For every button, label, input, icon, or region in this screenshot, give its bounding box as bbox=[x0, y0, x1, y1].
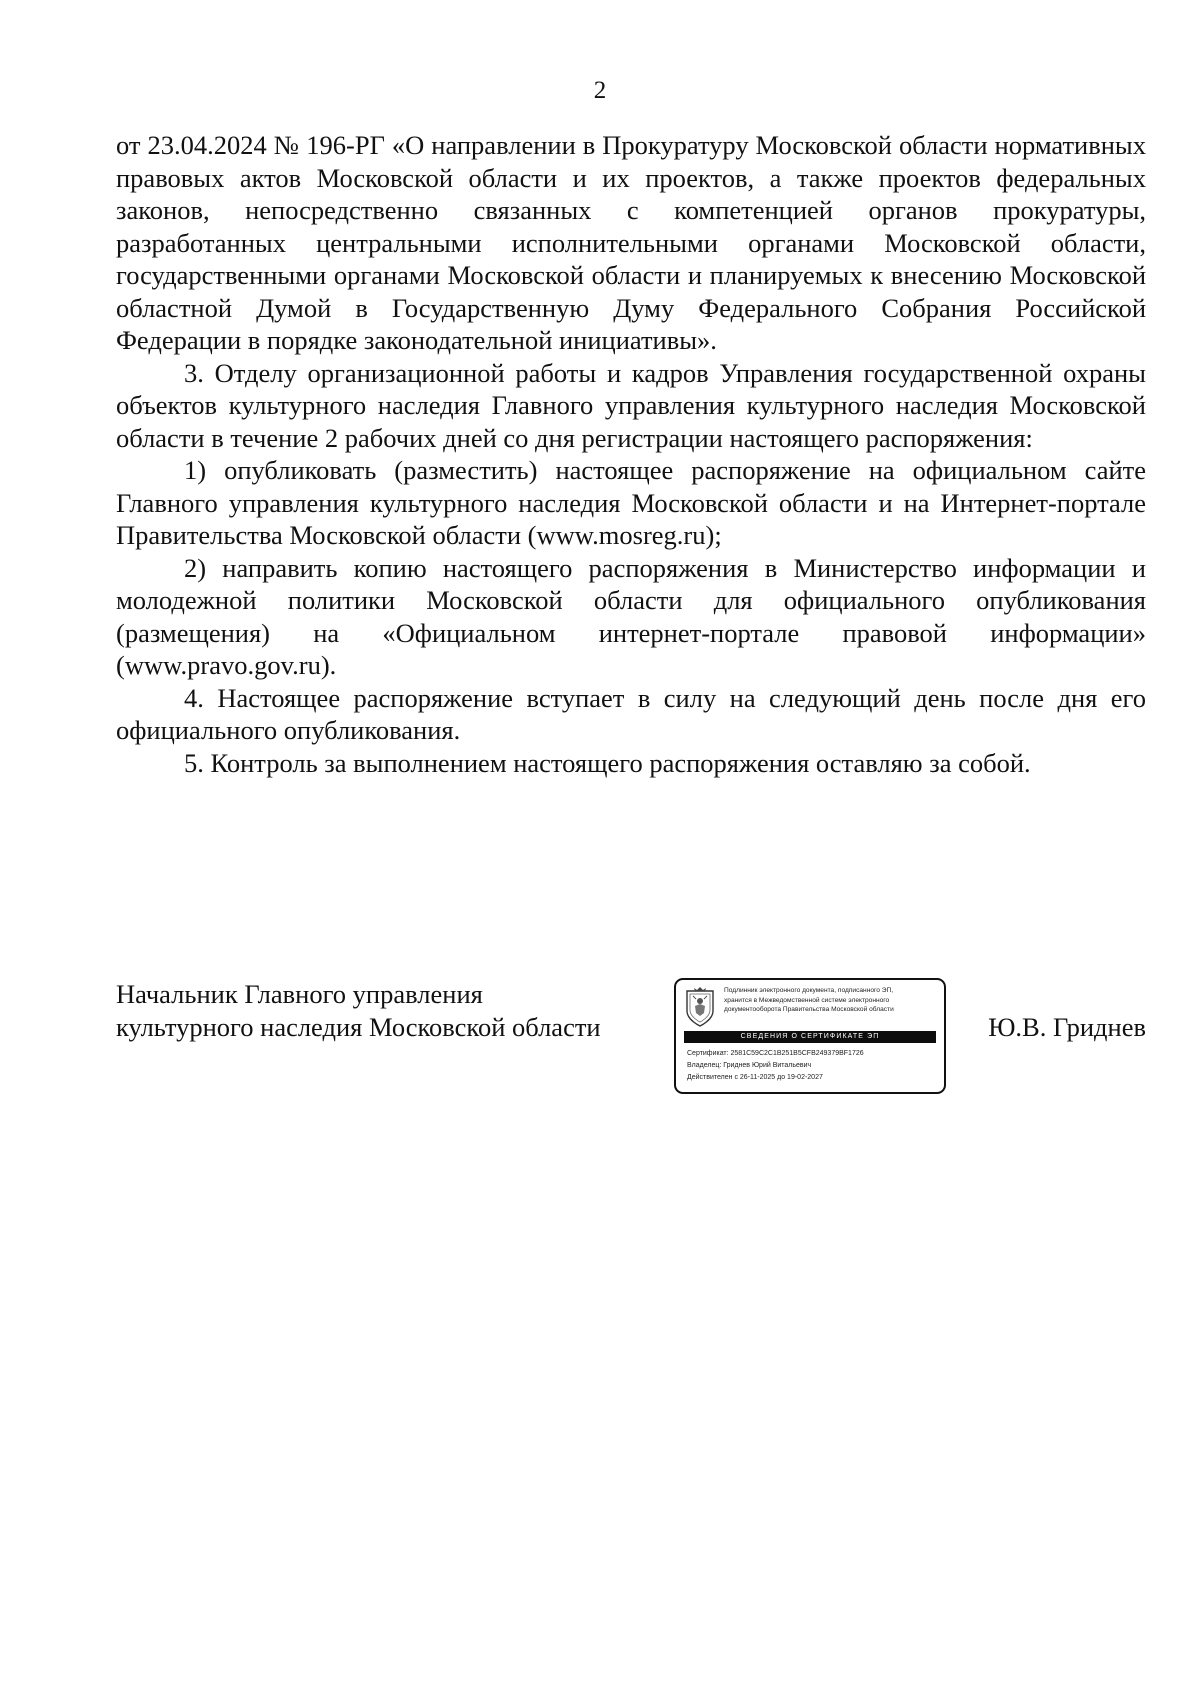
stamp-header: СВЕДЕНИЯ О СЕРТИФИКАТЕ ЭП bbox=[684, 1031, 936, 1043]
stamp-note-line: Подлинник электронного документа, подписанного ЭП, bbox=[724, 987, 894, 994]
stamp-note bbox=[724, 986, 939, 1015]
paragraph-item-5: 5. Контроль за выполнением настоящего распоряжения оставляю за собой. bbox=[184, 747, 1031, 778]
paragraph-item-4: 4. Настоящее распоряжение вступает в силу на следующий день после дня его официального опубликования. bbox=[116, 682, 1146, 745]
stamp-note-line: документооборота Правительства Московской области bbox=[724, 1006, 894, 1014]
stamp-validity: Действителен с 26-11-2025 до 19-02-2027 bbox=[687, 1074, 823, 1081]
paragraph-subitem-2: 2) направить копию настоящего распоряжения в Министерство информации и молодежной политики Московской области для официального опубликования (размещения) на «Официальном интернет-портале правовой информации» (www.pravo.gov.ru). bbox=[116, 552, 1146, 680]
paragraph-subitem-1: 1) опубликовать (разместить) настоящее распоряжение на официальном сайте Главного управления культурного наследия Московской области и на Интернет-портале Правительства Московской области (www.mosreg.ru); bbox=[116, 455, 1146, 550]
stamp-owner: Владелец: Гриднев Юрий Витальевич bbox=[687, 1062, 812, 1069]
stamp-note-line: хранится в Межведомственной системе электронного bbox=[724, 996, 890, 1004]
signer-position-title: Начальник Главного управления культурного наследия Московской области bbox=[116, 979, 601, 1042]
stamp-certificate: Сертификат: 2581C59C2C1B251B5CFB249379BF1726 bbox=[687, 1050, 864, 1057]
page-number: 2 bbox=[593, 77, 607, 104]
stamp-details bbox=[687, 1048, 939, 1084]
signature-block bbox=[116, 978, 1146, 1098]
document-body bbox=[116, 129, 1146, 779]
electronic-signature-stamp bbox=[674, 978, 946, 1094]
coat-of-arms-icon bbox=[683, 985, 717, 1029]
signer-name: Ю.В. Гриднев bbox=[988, 1012, 1146, 1042]
paragraph-item-3: 3. Отделу организационной работы и кадров Управления государственной охраны объектов культурного наследия Главного управления культурного наследия Московской области в течение 2 рабочих дней со дня регистрации настоящего распоряжения: bbox=[116, 357, 1146, 453]
paragraph-continuation: от 23.04.2024 № 196-РГ «О направлении в Прокуратуру Московской области нормативных правовых актов Московской области и их проектов, а также проектов федеральных законов, непосредственно связанных с компетенцией органов прокуратуры, разработанных центральными исполнительными органами Московской области, государственными органами Московской области и планируемых к внесению Московской областной Думой в Государственную Думу Федерального Собрания Российской Федерации в порядке законодательной инициативы». bbox=[116, 130, 1146, 355]
